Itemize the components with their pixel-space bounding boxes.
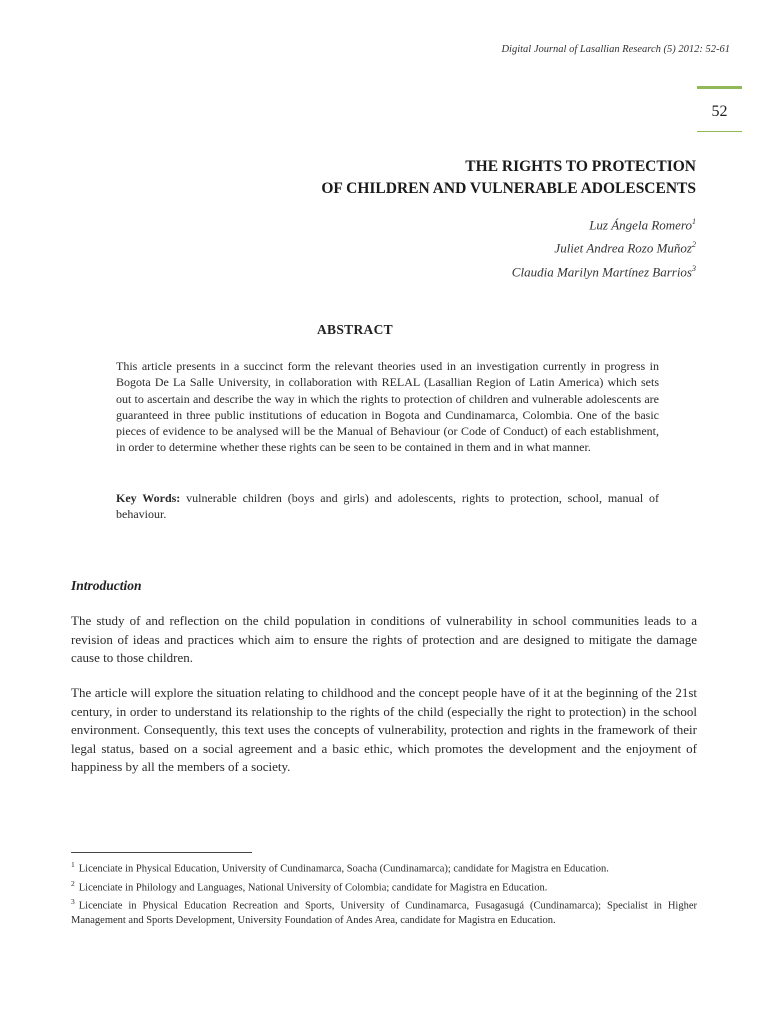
- author: [512, 235, 696, 258]
- author-footnote-mark: 2: [692, 240, 696, 250]
- author-name: Juliet Andrea Rozo Muñoz: [554, 240, 692, 256]
- abstract-heading: ABSTRACT: [317, 322, 393, 337]
- author-footnote-mark: 3: [692, 263, 696, 273]
- keywords-text: vulnerable children (boys and girls) and adolescents, rights to protection, school, manual of behaviour.: [116, 491, 659, 522]
- footnote-divider: [71, 852, 252, 853]
- footnote: [71, 877, 697, 896]
- author-name: Claudia Marilyn Martínez Barrios: [511, 263, 692, 279]
- introduction-paragraph: The study of and reflection on the child population in conditions of vulnerability in school communities leads to a revision of ideas and practices which aim to ensure the rights of protection and are designed to mitigate the damage cause to those children.: [71, 613, 697, 665]
- author: [512, 212, 696, 235]
- introduction-paragraph: The article will explore the situation relating to childhood and the concept people have of it at the beginning of the 21st century, in order to understand its relationship to the rights of the child (especially the right to protection) in the school environment. Consequently, this text uses the concepts of vulnerability, protection and rights in the framework of their legal status, based on a social agreement and a basic ethic, which promotes the development and the enjoyment of happiness by all the members of a society.: [71, 685, 697, 774]
- footnote: [71, 895, 697, 928]
- footnote-text: Licenciate in Philology and Languages, National University of Colombia; candidate for Magistra en Education.: [78, 882, 548, 893]
- abstract-body: This article presents in a succinct form the relevant theories used in an investigation currently in progress in Bogota De La Salle University, in collaboration with RELAL (Lasallian Region of Latin America) which sets out to ascertain and describe the way in which the rights to protection of children and vulnerable adolescents are guaranteed in three public institutions of education in Bogota and Cundinamarca, Colombia. One of the basic pieces of evidence to be analysed will be the Manual of Behaviour (or Code of Conduct) of each establishment, in order to determine whether these rights can be seen to be contained in them and in what manner.: [116, 359, 659, 455]
- footnote-mark: 3: [71, 897, 75, 906]
- introduction-heading: Introduction: [71, 578, 142, 593]
- footnote-mark: 1: [71, 860, 75, 869]
- page-number-bottom-rule: [697, 131, 742, 132]
- article-title: [321, 156, 696, 200]
- article-title-line-2: OF CHILDREN AND VULNERABLE ADOLESCENTS: [321, 180, 696, 197]
- author-footnote-mark: 1: [692, 217, 696, 226]
- article-title-line-1: THE RIGHTS TO PROTECTION: [465, 158, 696, 175]
- footnote-text: Licenciate in Physical Education Recreation and Sports, University of Cundinamarca, Fusagasugá (Cundinamarca); Specialist in Higher Management and Sports Development, University Foundation of Andes Area, candidate for Magistra en Education.: [71, 900, 697, 926]
- keywords: [116, 490, 659, 523]
- author: [512, 259, 696, 282]
- author-name: Luz Ángela Romero: [589, 217, 692, 233]
- footnotes: [71, 858, 697, 928]
- footnote-text: Licenciate in Physical Education, University of Cundinamarca, Soacha (Cundinamarca); candidate for Magistra en Education.: [78, 863, 609, 875]
- keywords-label: Key Words:: [116, 491, 181, 505]
- page-number-block: [697, 86, 742, 132]
- page-number: 52: [711, 103, 728, 120]
- journal-header: Digital Journal of Lasallian Research (5) 2012: 52-61: [501, 44, 730, 55]
- footnote: [71, 858, 697, 877]
- author-list: [512, 212, 696, 282]
- footnote-mark: 2: [71, 878, 75, 888]
